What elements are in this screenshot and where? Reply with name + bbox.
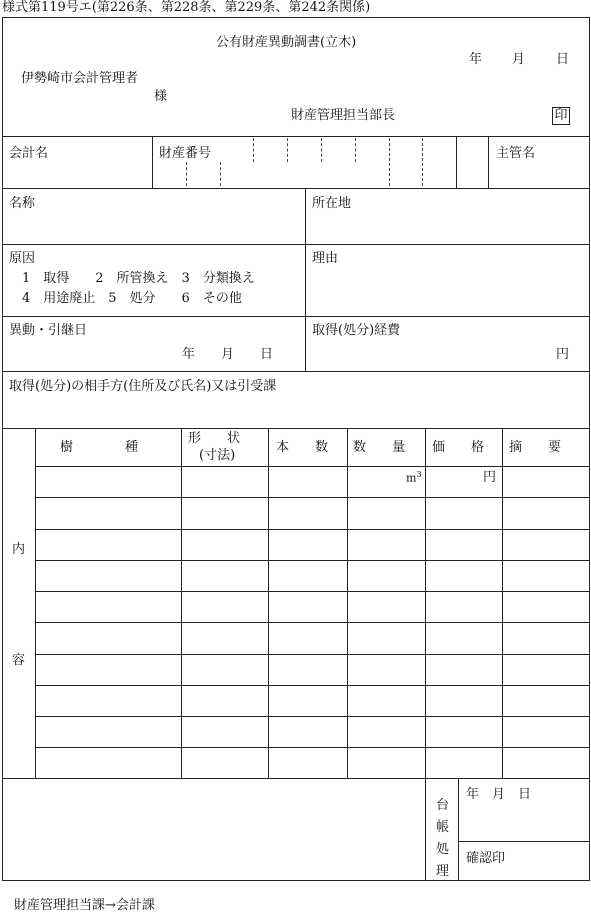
digit-separator (321, 138, 322, 162)
col-header-suryo: 数 量 (353, 440, 406, 455)
divider (347, 428, 348, 778)
date-month-label: 月 (512, 52, 526, 67)
divider (268, 428, 269, 778)
col-header-jushu: 樹 種 (60, 440, 139, 455)
digit-separator (422, 138, 423, 186)
genin-options-2: 4 用途廃止 5 処分 6 その他 (22, 291, 242, 306)
divider (502, 428, 503, 778)
divider (458, 841, 590, 842)
divider (2, 244, 590, 245)
table-row-line (35, 654, 590, 655)
routing-footer: 財産管理担当課→会計課 (14, 898, 155, 913)
table-row-line (35, 497, 590, 498)
divider (2, 188, 590, 189)
divider (458, 778, 459, 881)
divider (425, 428, 426, 778)
col-header-sunpo: (寸法) (199, 448, 236, 463)
digit-separator (186, 162, 187, 186)
divider (305, 188, 306, 371)
form-number-note: 様式第119号エ(第226条、第228条、第229条、第242条関係) (2, 0, 371, 15)
seal-box: 印 (552, 107, 570, 125)
col-header-tekiyo: 摘 要 (509, 440, 562, 455)
table-row-line (35, 747, 590, 748)
daicho-label-3: 処 (436, 842, 450, 857)
genin-options-1: 1 取得 2 所管換え 3 分類換え (22, 271, 255, 286)
divider (488, 136, 489, 188)
divider (2, 316, 590, 317)
kaikei-label: 会計名 (9, 146, 49, 161)
date-year-label: 年 (469, 52, 483, 67)
keihi-unit: 円 (556, 347, 570, 362)
col-header-honsu: 本 数 (276, 440, 329, 455)
naiyo-label-top: 内 (12, 542, 26, 557)
genin-label: 原因 (9, 251, 36, 266)
form-title: 公有財産異動調書(立木) (216, 35, 357, 50)
shukan-label: 主管名 (496, 146, 536, 161)
table-row-line (35, 529, 590, 530)
table-row-line (35, 466, 590, 467)
digit-separator (253, 138, 254, 162)
divider (2, 778, 590, 779)
table-row-line (35, 560, 590, 561)
daicho-label-1: 台 (436, 798, 450, 813)
digit-separator (389, 138, 390, 186)
addressee: 伊勢崎市会計管理者 (21, 71, 139, 86)
divider (456, 136, 457, 188)
divider (2, 371, 590, 372)
digit-separator (220, 162, 221, 186)
keihi-label: 取得(処分)経費 (312, 323, 401, 338)
divider (425, 778, 426, 881)
naiyo-label-bottom: 容 (12, 653, 26, 668)
ido-date-label: 異動・引継日 (9, 323, 88, 338)
ido-date-ymd: 年 月 日 (182, 347, 274, 362)
col-header-keijo: 形 状 (188, 431, 241, 446)
divider (181, 428, 182, 778)
zaisan-bango-label: 財産番号 (159, 146, 212, 161)
shozaichi-label: 所在地 (312, 196, 352, 211)
sender-title: 財産管理担当部長 (291, 108, 396, 123)
daicho-label-4: 理 (436, 864, 450, 879)
digit-separator (287, 138, 288, 162)
unit-cubic-meter: $m^3$ (406, 470, 422, 485)
date-day-label: 日 (556, 52, 570, 67)
table-row-line (35, 591, 590, 592)
digit-separator (355, 138, 356, 162)
table-row-line (35, 716, 590, 717)
riyu-label: 理由 (312, 251, 339, 266)
daicho-kakunin: 確認印 (466, 851, 506, 866)
divider (2, 136, 590, 137)
meisho-label: 名称 (9, 196, 36, 211)
aitekata-label: 取得(処分)の相手方(住所及び氏名)又は引受課 (9, 379, 277, 394)
unit-yen: 円 (483, 470, 497, 485)
col-header-kakaku: 価 格 (432, 440, 485, 455)
addressee-honorific: 様 (154, 89, 168, 104)
daicho-label-2: 帳 (436, 820, 450, 835)
table-row-line (35, 685, 590, 686)
divider (152, 136, 153, 188)
daicho-date: 年 月 日 (466, 787, 532, 802)
divider (35, 428, 36, 778)
table-row-line (35, 622, 590, 623)
